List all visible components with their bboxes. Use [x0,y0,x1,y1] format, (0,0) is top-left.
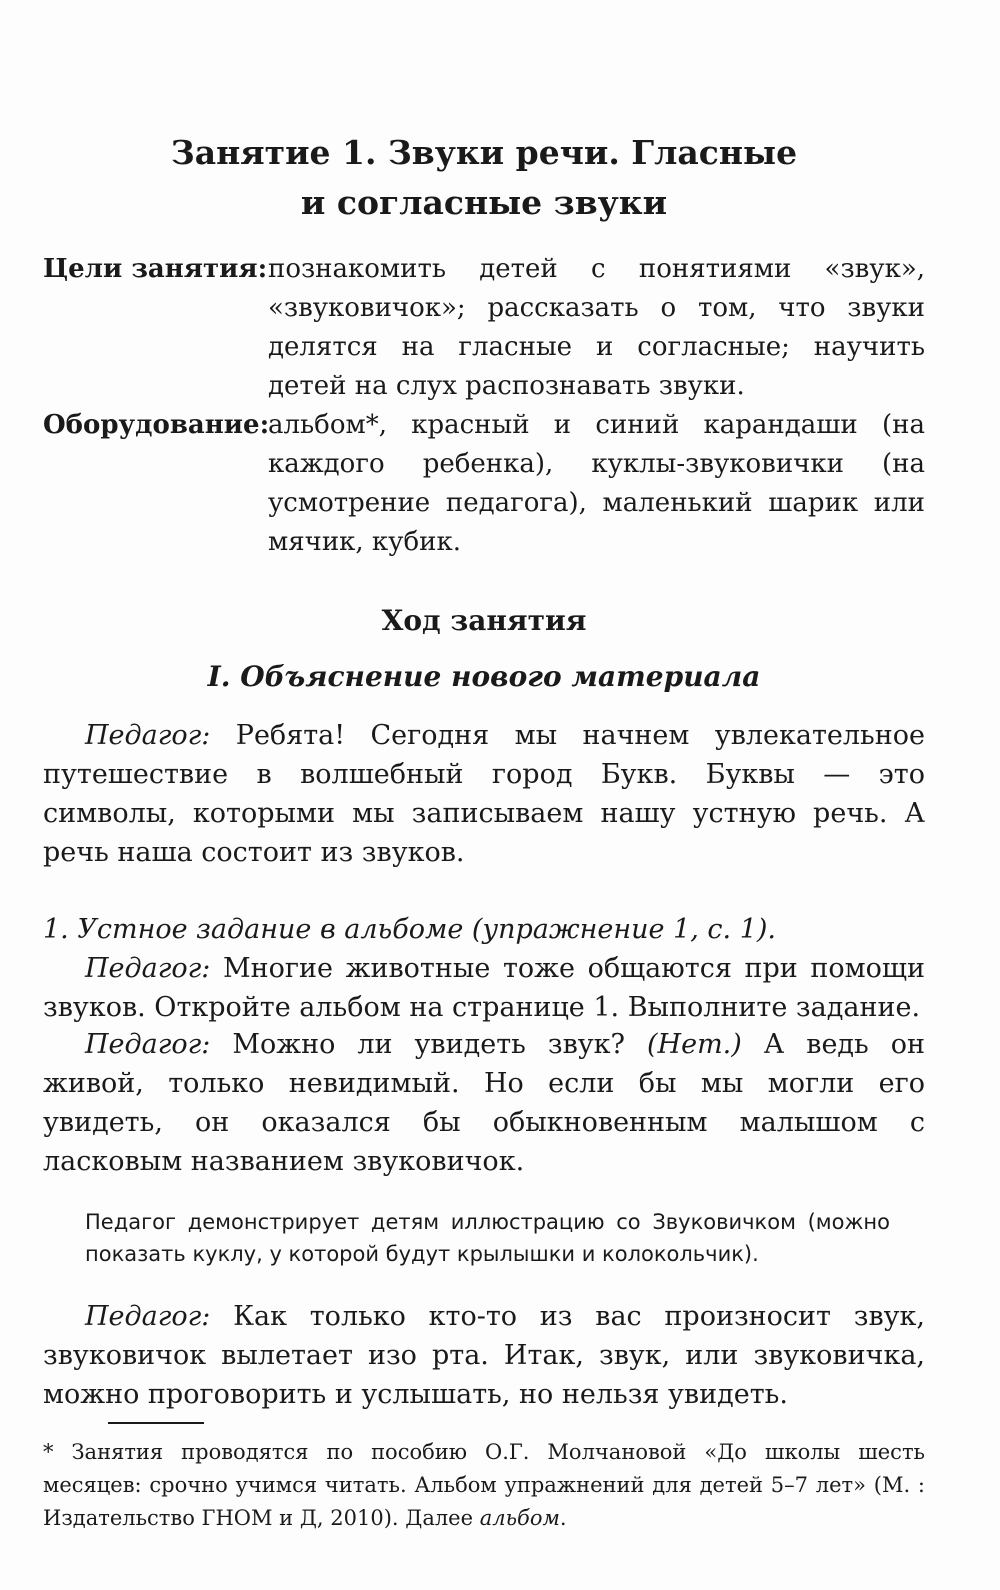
teacher-note: Педагог демонстрирует детям иллюстрацию со Звуковичком (можно показать куклу, у которой будут крылышки и колокольчик). [85,1210,890,1266]
speaker-label: Педагог: [85,1029,211,1060]
footnote [43,1436,925,1535]
paragraph-1 [43,716,925,872]
footnote-term: альбом [479,1506,560,1530]
lesson-title [43,128,925,228]
footnote-text: * Занятия проводятся по пособию О.Г. Молчановой «До школы шесть месяцев: срочно учимся читать. Альбом упражнений для детей 5–7 лет» (М. : Издательство ГНОМ и Д, 2010). Далее [43,1440,925,1530]
paragraph-1-text: Ребята! Сегодня мы начнем увлекательное путешествие в волшебный город Букв. Буквы — это символы, которыми мы записываем нашу устную речь. А речь наша состоит из звуков. [43,720,925,868]
paragraph-2-text: Многие животные тоже общаются при помощи звуков. Откройте альбом на странице 1. Выполните задание. [43,953,925,1023]
goals-label: Цели занятия: [43,254,268,284]
lesson-title-line-2: и согласные звуки [300,183,668,222]
lesson-equipment [43,406,925,562]
lesson-goals [43,250,925,406]
speaker-label: Педагог: [85,720,211,751]
task-1-heading: 1. Устное задание в альбоме (упражнение 1, с. 1). [43,914,776,945]
goals-text: познакомить детей с понятиями «звук», «звуковичок»; рассказать о том, что звуки делятся на гласные и согласные; научить детей на слух распознавать звуки. [268,254,925,401]
section-heading: I. Объяснение нового материала [207,660,761,693]
footnote-divider [108,1422,204,1424]
speaker-label: Педагог: [85,953,211,984]
paragraph-3-text-a: Можно ли увидеть звук? [210,1029,648,1060]
footnote-end: . [559,1506,567,1530]
paragraph-3 [43,1025,925,1181]
paragraph-4-text: Как только кто-то из вас произносит звук, звуковичок вылетает изо рта. Итак, звук, или звуковичка, можно проговорить и услышать, но нельзя увидеть. [43,1301,925,1410]
course-heading: Ход занятия [381,604,587,637]
paragraph-3-answer: (Нет.) [647,1029,742,1060]
lesson-title-line-1: Занятие 1. Звуки речи. Гласные [170,133,798,172]
equipment-label: Оборудование: [43,410,270,440]
paragraph-2 [43,949,925,1027]
paragraph-3-text-b: А ведь он живой, только невидимый. Но если бы мы могли его увидеть, он оказался бы обыкновенным малышом с ласковым названием звуковичок. [43,1029,925,1177]
speaker-label: Педагог: [85,1301,211,1332]
paragraph-4 [43,1297,925,1414]
equipment-text: альбом*, красный и синий карандаши (на каждого ребенка), куклы-звуковички (на усмотрение педагога), маленький шарик или мячик, кубик. [268,410,925,557]
